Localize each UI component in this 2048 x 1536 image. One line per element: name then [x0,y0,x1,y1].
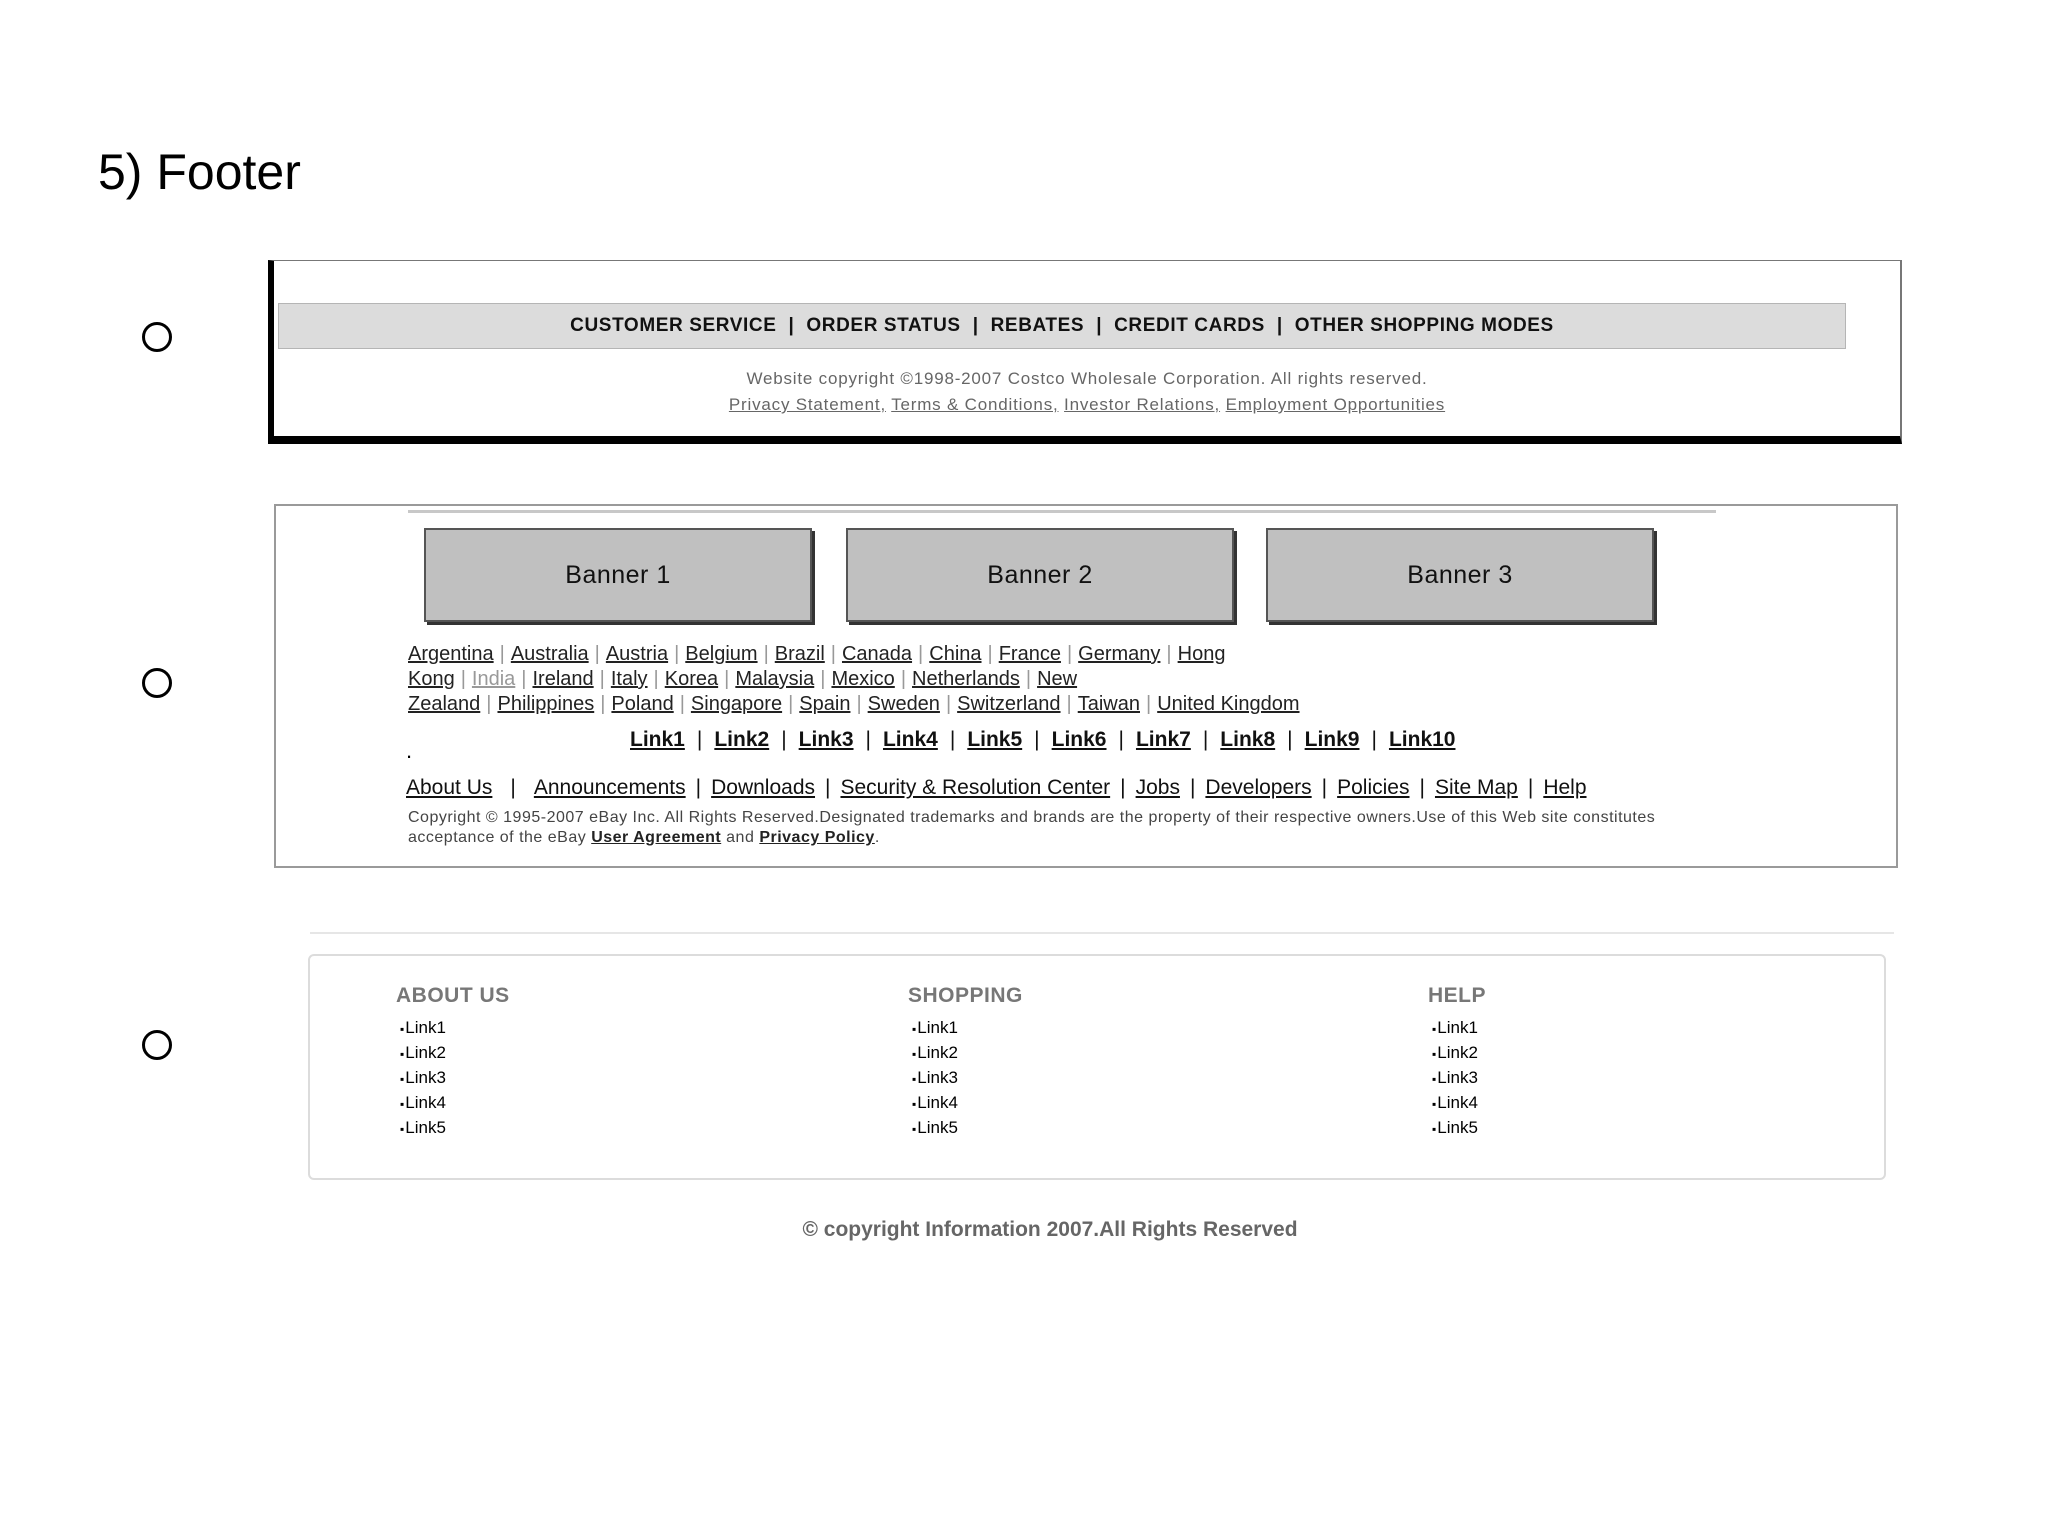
country-link[interactable]: Switzerland [957,693,1061,715]
about-us-column [396,984,510,1141]
country-link[interactable]: Singapore [690,693,783,715]
list-item [1432,1041,1486,1066]
country-link[interactable]: Italy [610,668,648,690]
list-item [400,1091,510,1116]
footer-link[interactable]: Link3 [1437,1068,1478,1087]
nav-order-status[interactable]: ORDER STATUS [806,315,961,336]
link-list [1428,1016,1486,1141]
numbered-link[interactable]: Link2 [714,728,770,751]
costco-nav-bar [278,303,1846,349]
numbered-link[interactable]: Link3 [798,728,854,751]
list-item [400,1116,510,1141]
country-link[interactable]: Spain [799,693,851,715]
country-link[interactable]: Hong Kong [408,643,1226,690]
country-link[interactable]: Argentina [408,643,494,665]
country-link[interactable]: Sweden [867,693,940,715]
banner-1[interactable]: Banner 1 [424,528,812,622]
country-link[interactable]: Mexico [831,668,895,690]
option-3-radio[interactable] [142,1030,172,1060]
numbered-link[interactable]: Link10 [1388,728,1456,751]
user-agreement-link[interactable]: User Agreement [591,829,722,846]
country-link[interactable]: Netherlands [912,668,1020,690]
link-list [396,1016,510,1141]
stray-dot: . [406,738,413,763]
country-link[interactable]: Australia [510,643,589,665]
footer-link[interactable]: Link2 [405,1043,446,1062]
footer-link[interactable]: Link4 [405,1093,446,1112]
list-item [400,1066,510,1091]
nav-separator: | [972,315,979,336]
page-title: 5) Footer [98,144,301,200]
list-item [1432,1016,1486,1041]
footer-link[interactable]: Link4 [917,1093,958,1112]
list-item [912,1091,1023,1116]
footer-link[interactable]: Link1 [1437,1018,1478,1037]
footer-link[interactable]: Link5 [917,1118,958,1137]
country-link[interactable]: Belgium [685,643,758,665]
end-period: . [874,829,880,846]
banner-2[interactable]: Banner 2 [846,528,1234,622]
list-item [1432,1066,1486,1091]
country-link[interactable]: France [998,643,1061,665]
list-item [1432,1091,1486,1116]
country-link[interactable]: Austria [605,643,669,665]
shopping-column [908,984,1023,1141]
costco-copyright: Website copyright ©1998-2007 Costco Wholesale Corporation. All rights reserved. [746,369,1428,388]
downloads-link[interactable]: Downloads [711,776,816,799]
nav-separator: | [788,315,795,336]
nav-separator: | [1096,315,1103,336]
terms-conditions-link[interactable]: Terms & Conditions, [891,395,1059,414]
bottom-copyright: © copyright Information 2007.All Rights Reserved [802,1218,1298,1241]
footer-link[interactable]: Link3 [405,1068,446,1087]
numbered-link[interactable]: Link5 [967,728,1023,751]
list-item [912,1066,1023,1091]
footer-link[interactable]: Link3 [917,1068,958,1087]
list-item [400,1016,510,1041]
about-us-link[interactable]: About Us [406,776,493,799]
footer-link[interactable]: Link1 [405,1018,446,1037]
footer-link[interactable]: Link5 [405,1118,446,1137]
nav-rebates[interactable]: REBATES [990,315,1085,336]
policies-link[interactable]: Policies [1337,776,1410,799]
country-link[interactable]: India [471,668,516,690]
numbered-link[interactable]: Link6 [1051,728,1107,751]
security-resolution-center-link[interactable]: Security & Resolution Center [840,776,1111,799]
numbered-link[interactable]: Link9 [1304,728,1360,751]
ebay-footer-example [274,504,1898,868]
column-title: SHOPPING [908,984,1023,1007]
privacy-policy-link[interactable]: Privacy Policy [759,829,875,846]
footer-link[interactable]: Link1 [917,1018,958,1037]
list-item [400,1041,510,1066]
jobs-link[interactable]: Jobs [1135,776,1180,799]
help-column [1428,984,1486,1141]
column-footer-example [308,954,1886,1180]
numbered-link[interactable]: Link7 [1135,728,1191,751]
numbered-link[interactable]: Link8 [1220,728,1276,751]
banner-3[interactable]: Banner 3 [1266,528,1654,622]
divider [408,510,1716,513]
country-link[interactable]: United Kingdom [1157,693,1300,715]
copyright-text: Copyright © 1995-2007 eBay Inc. All Rights Reserved.Designated trademarks and brands are the property of their respective owners.Use of this Web site constitutes acceptance of the eBay [408,809,1656,846]
ebay-copyright [408,808,1738,848]
country-link[interactable]: Ireland [532,668,594,690]
country-link[interactable]: Taiwan [1077,693,1140,715]
country-link[interactable]: Brazil [774,643,825,665]
link-list [908,1016,1023,1141]
employment-opportunities-link[interactable]: Employment Opportunities [1225,395,1446,414]
country-link[interactable]: Philippines [497,693,595,715]
numbered-links: Link1 | Link2 | Link3 | Link4 | Link5 | Link6 | Link7 | Link8 | Link9 | Link10 [630,728,1456,751]
main-footer-links: About Us | Announcements | Downloads | Security & Resolution Center | Jobs | Developers | Policies | Site Map | Help [406,776,1587,799]
privacy-statement-link[interactable]: Privacy Statement, [728,395,886,414]
announcements-link[interactable]: Announcements [533,776,686,799]
column-title: ABOUT US [396,984,510,1007]
costco-footer-example [268,260,1902,444]
help-link[interactable]: Help [1543,776,1587,799]
nav-separator: | [1276,315,1283,336]
footer-link[interactable]: Link4 [1437,1093,1478,1112]
divider [310,932,1894,934]
country-link[interactable]: Germany [1078,643,1161,665]
country-link[interactable]: Poland [611,693,674,715]
list-item [912,1041,1023,1066]
footer-link[interactable]: Link2 [917,1043,958,1062]
country-links: Argentina | Australia | Austria | Belgium | Brazil | Canada | China | France | Germany | Hong Kong | India | Ireland | Italy | Korea | Malaysia | Mexico | Netherlands | New Zealand | Philippines | Poland | Singapore | Spain | Sweden | Switzerland | Taiwan | United Kingdom [408,643,1300,715]
option-2-radio[interactable] [142,668,172,698]
nav-other-shopping-modes[interactable]: OTHER SHOPPING MODES [1294,315,1554,336]
list-item [912,1116,1023,1141]
country-link[interactable]: Canada [841,643,913,665]
country-link[interactable]: China [929,643,982,665]
country-link[interactable]: Malaysia [735,668,815,690]
and-text: and [726,829,755,846]
option-1-radio[interactable] [142,322,172,352]
numbered-link[interactable]: Link4 [882,728,938,751]
column-title: HELP [1428,984,1487,1007]
list-item [1432,1116,1486,1141]
numbered-link[interactable]: Link1 [630,728,685,751]
nav-credit-cards[interactable]: CREDIT CARDS [1114,315,1265,336]
country-link[interactable]: New Zealand [408,668,1078,715]
costco-legal-links [274,395,1900,415]
list-item [912,1016,1023,1041]
nav-customer-service[interactable]: CUSTOMER SERVICE [570,315,777,336]
footer-link[interactable]: Link2 [1437,1043,1478,1062]
site-map-link[interactable]: Site Map [1434,776,1518,799]
footer-link[interactable]: Link5 [1437,1118,1478,1137]
country-link[interactable]: Korea [664,668,719,690]
developers-link[interactable]: Developers [1205,776,1312,799]
investor-relations-link[interactable]: Investor Relations, [1064,395,1221,414]
